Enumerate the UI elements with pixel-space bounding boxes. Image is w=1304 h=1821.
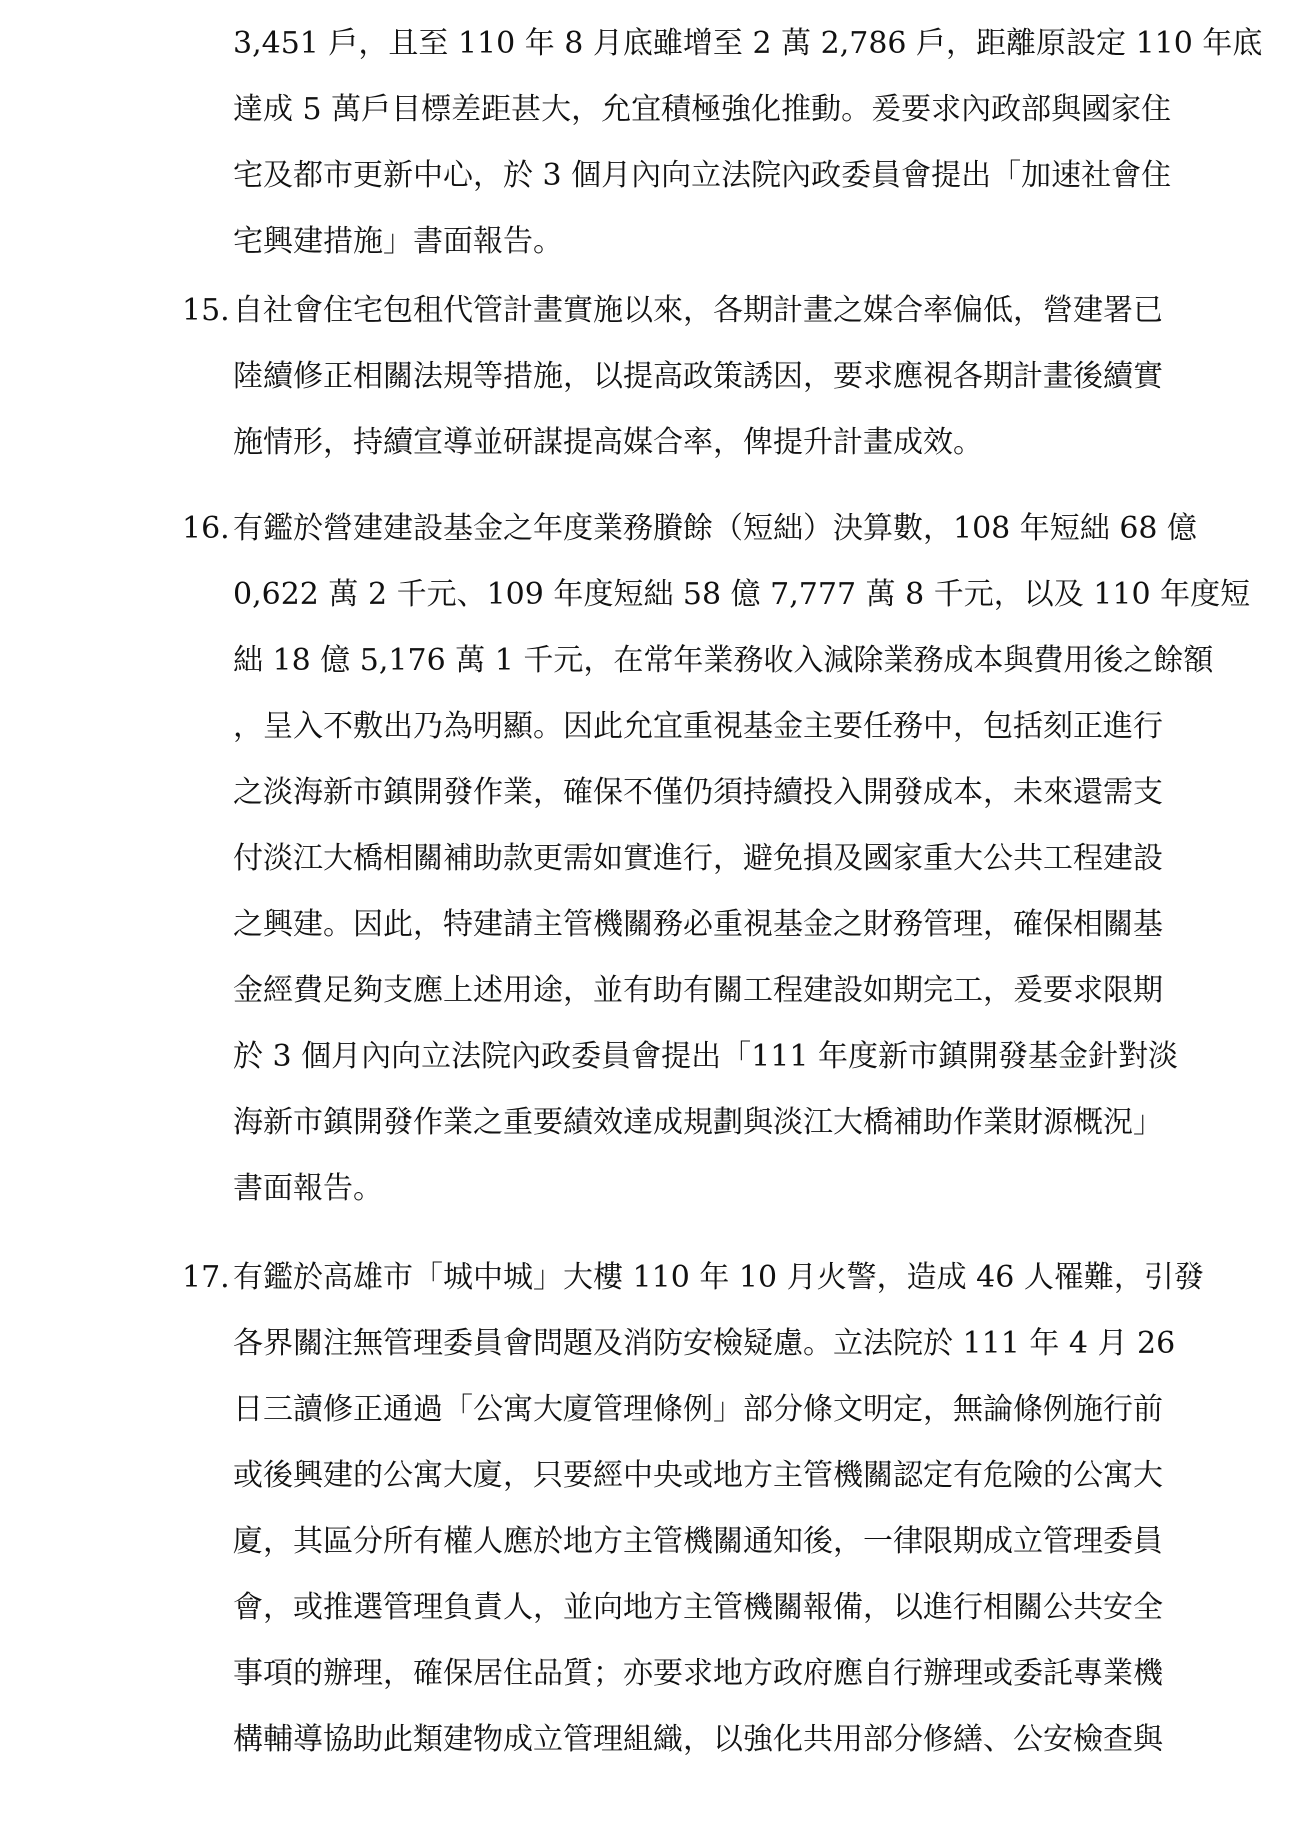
text-line: 構輔導協助此類建物成立管理組織，以強化共用部分修繕、公安檢查與 bbox=[233, 1722, 1163, 1757]
text-line: 於 3 個月內向立法院內政委員會提出「111 年度新市鎮開發基金針對淡 bbox=[233, 1039, 1178, 1074]
text-line: 達成 5 萬戶目標差距甚大，允宜積極強化推動。爰要求內政部與國家住 bbox=[233, 92, 1172, 127]
text-line: 陸續修正相關法規等措施，以提高政策誘因，要求應視各期計畫後續實 bbox=[233, 359, 1163, 394]
item-number: 15. bbox=[182, 293, 230, 328]
text-line: 日三讀修正通過「公寓大廈管理條例」部分條文明定，無論條例施行前 bbox=[233, 1392, 1163, 1427]
text-line: 有鑑於高雄市「城中城」大樓 110 年 10 月火警，造成 46 人罹難，引發 bbox=[233, 1260, 1204, 1295]
text-line: 之淡海新市鎮開發作業，確保不僅仍須持續投入開發成本，未來還需支 bbox=[233, 775, 1163, 810]
text-line: 施情形，持續宣導並研謀提高媒合率，俾提升計畫成效。 bbox=[233, 425, 983, 460]
text-line: 宅興建措施」書面報告。 bbox=[233, 224, 563, 259]
item-number: 16. bbox=[182, 511, 230, 546]
text-line: 3,451 戶，且至 110 年 8 月底雖增至 2 萬 2,786 戶，距離原設定 110 年底 bbox=[233, 26, 1263, 61]
text-line: 各界關注無管理委員會問題及消防安檢疑慮。立法院於 111 年 4 月 26 bbox=[233, 1326, 1176, 1361]
text-line: 金經費足夠支應上述用途，並有助有關工程建設如期完工，爰要求限期 bbox=[233, 973, 1163, 1008]
text-line: 事項的辦理，確保居住品質；亦要求地方政府應自行辦理或委託專業機 bbox=[233, 1656, 1163, 1691]
text-line: 廈，其區分所有權人應於地方主管機關通知後，一律限期成立管理委員 bbox=[233, 1524, 1163, 1559]
text-line: 之興建。因此，特建請主管機關務必重視基金之財務管理，確保相關基 bbox=[233, 907, 1163, 942]
item-number: 17. bbox=[182, 1260, 230, 1295]
text-line: 付淡江大橋相關補助款更需如實進行，避免損及國家重大公共工程建設 bbox=[233, 841, 1163, 876]
text-line: 自社會住宅包租代管計畫實施以來，各期計畫之媒合率偏低，營建署已 bbox=[233, 293, 1163, 328]
text-line: 海新市鎮開發作業之重要績效達成規劃與淡江大橋補助作業財源概況」 bbox=[233, 1105, 1163, 1140]
text-line: 會，或推選管理負責人，並向地方主管機關報備，以進行相關公共安全 bbox=[233, 1590, 1163, 1625]
text-line: ，呈入不敷出乃為明顯。因此允宜重視基金主要任務中，包括刻正進行 bbox=[233, 709, 1163, 744]
text-line: 0,622 萬 2 千元、109 年度短絀 58 億 7,777 萬 8 千元，以及 110 年度短 bbox=[233, 577, 1251, 612]
text-line: 宅及都市更新中心，於 3 個月內向立法院內政委員會提出「加速社會住 bbox=[233, 158, 1172, 193]
text-line: 有鑑於營建建設基金之年度業務賸餘（短絀）決算數，108 年短絀 68 億 bbox=[233, 511, 1198, 546]
text-line: 絀 18 億 5,176 萬 1 千元，在常年業務收入減除業務成本與費用後之餘額 bbox=[233, 643, 1214, 678]
text-line: 書面報告。 bbox=[233, 1171, 383, 1206]
text-line: 或後興建的公寓大廈，只要經中央或地方主管機關認定有危險的公寓大 bbox=[233, 1458, 1163, 1493]
